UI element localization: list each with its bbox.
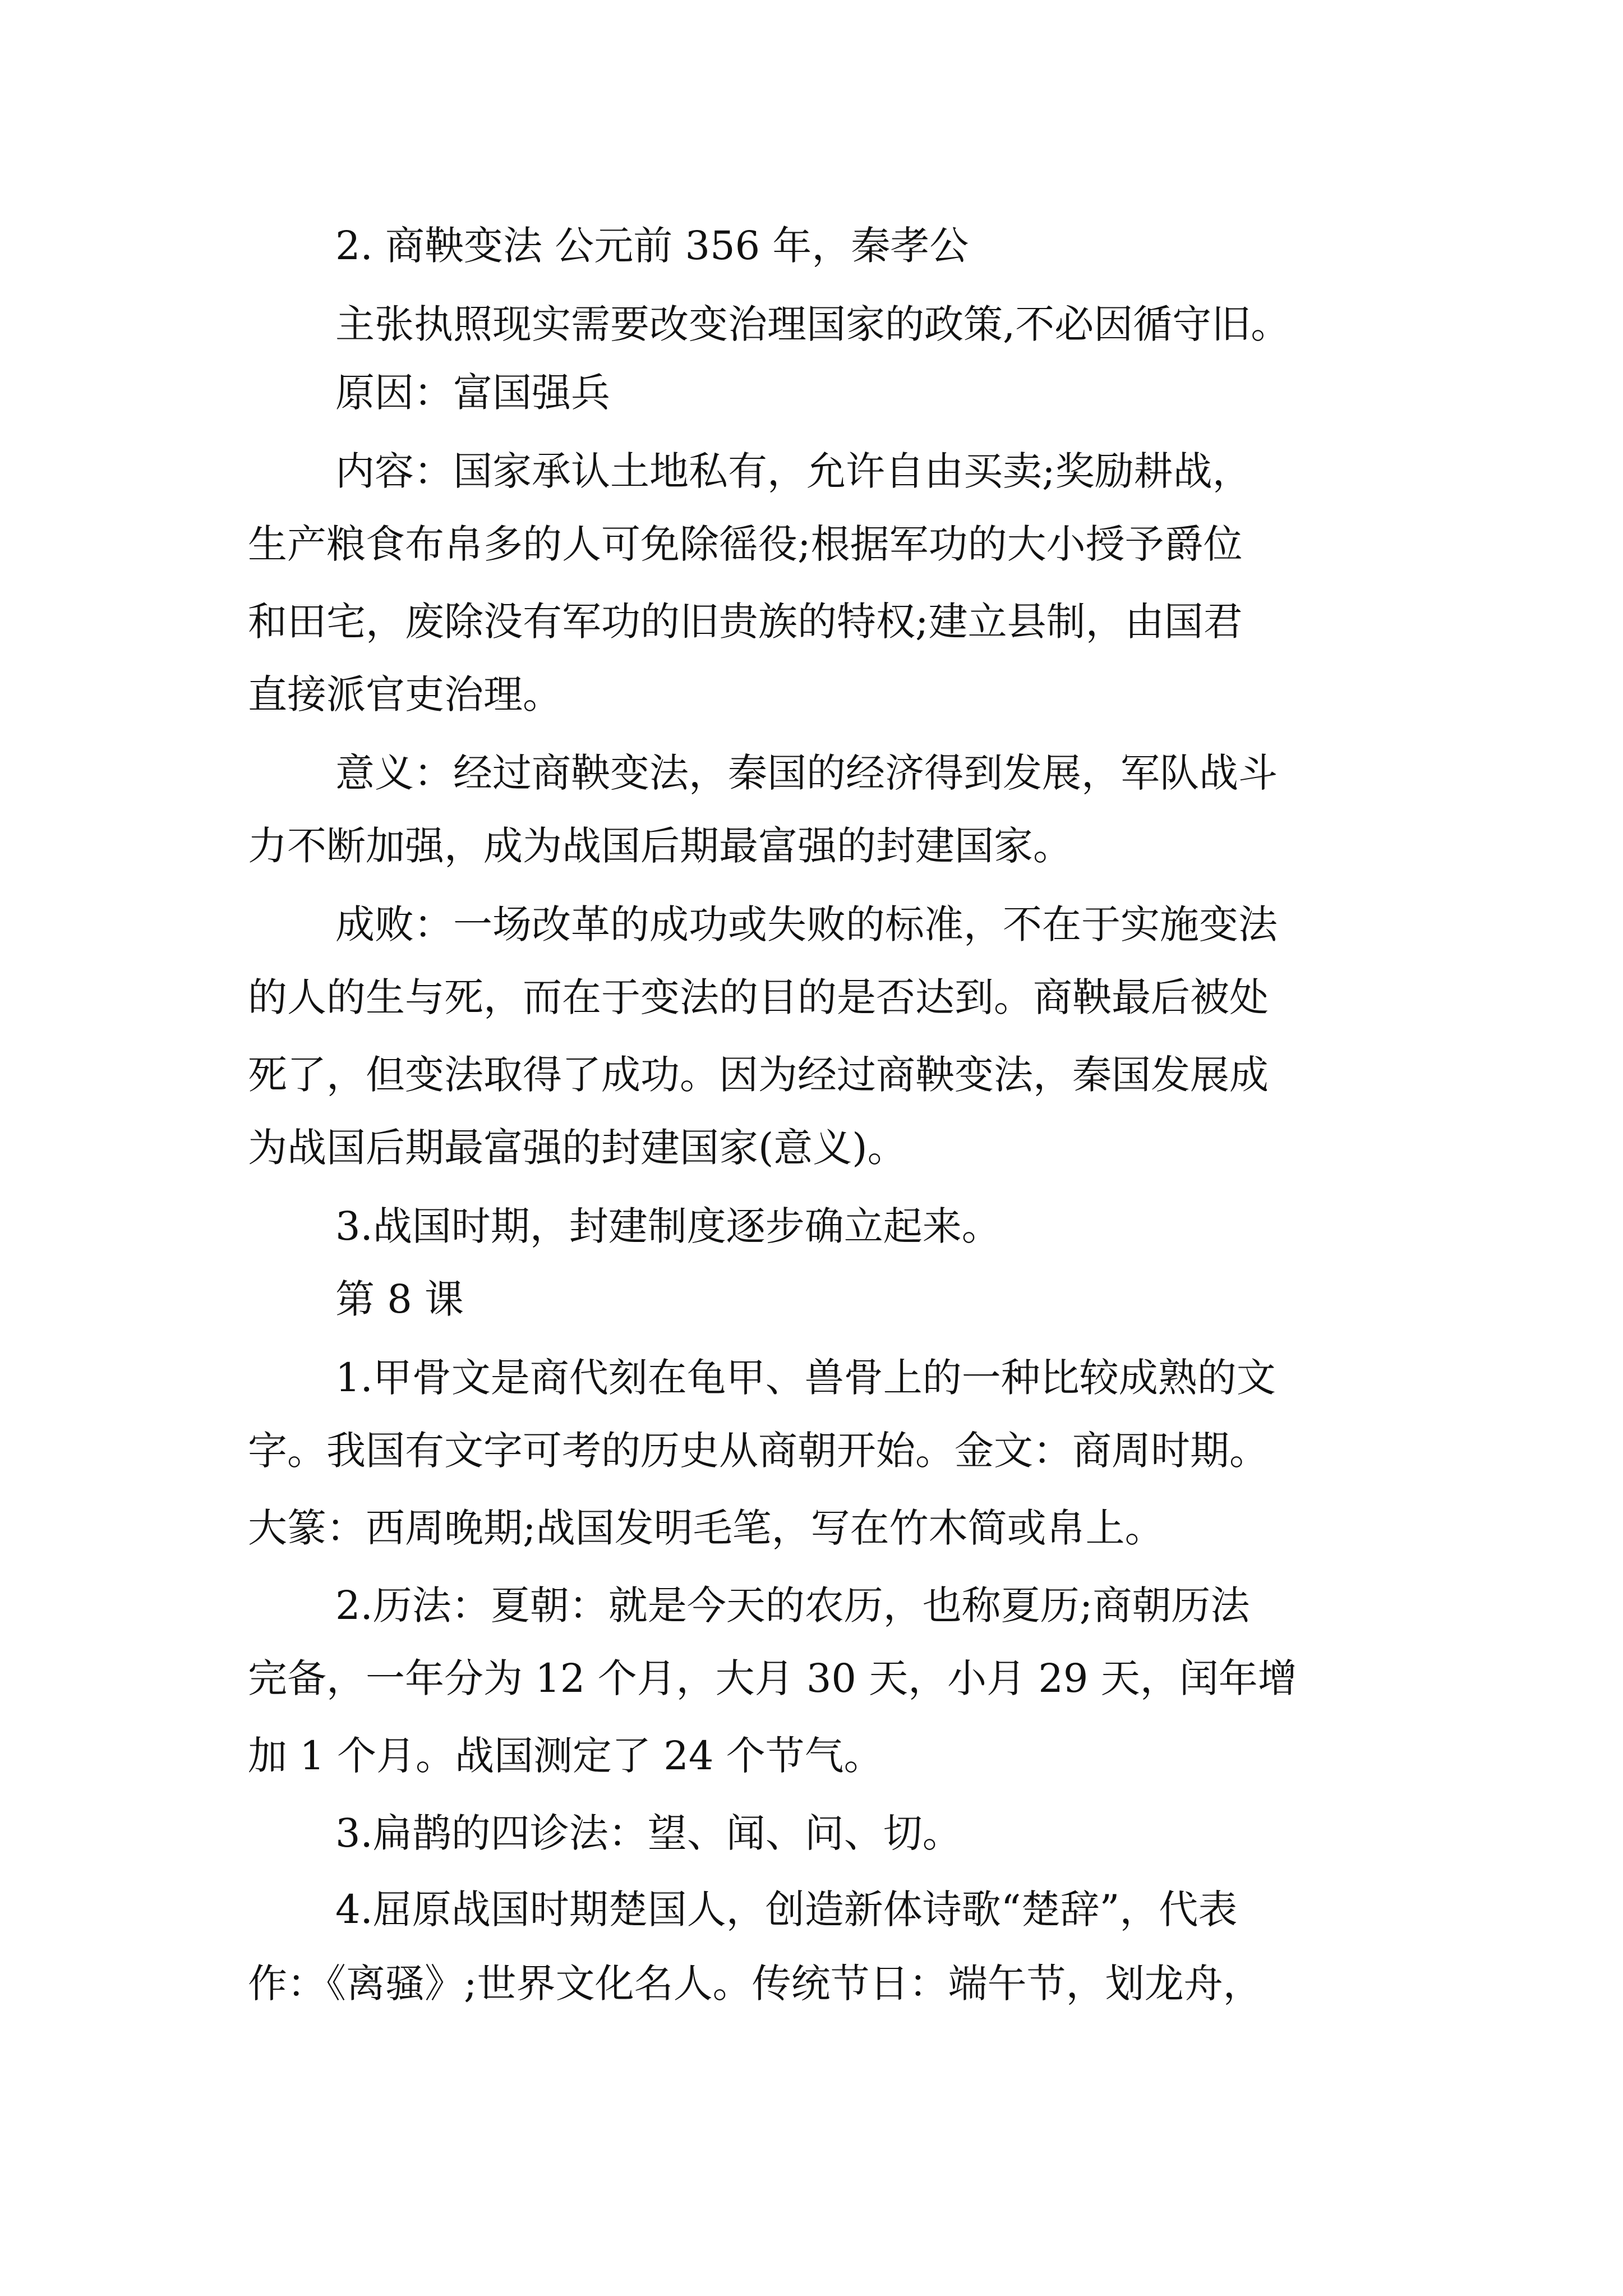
text-line: 4.屈原战国时期楚国人，创造新体诗歌“楚辞”，代表 (335, 1887, 1238, 1932)
text-line: 作：《离骚》;世界文化名人。传统节日：端午节，划龙舟， (248, 1961, 1262, 2007)
text-line: 2.历法：夏朝：就是今天的农历，也称夏历;商朝历法 (335, 1582, 1250, 1628)
text-line: 大篆：西周晚期;战国发明毛笔，写在竹木简或帛上。 (248, 1505, 1164, 1551)
text-line: 意义：经过商鞅变法，秦国的经济得到发展，军队战斗 (335, 750, 1278, 796)
text-line: 2. 商鞅变法 公元前 356 年，秦孝公 (335, 223, 969, 269)
text-line: 直接派官吏治理。 (248, 671, 562, 717)
text-line: 3.扁鹊的四诊法：望、闻、问、切。 (335, 1810, 962, 1856)
text-line: 的人的生与死，而在于变法的目的是否达到。商鞅最后被处 (248, 974, 1269, 1020)
text-line: 3.战国时期，封建制度逐步确立起来。 (335, 1203, 1001, 1249)
text-line: 完备，一年分为 12 个月，大月 30 天，小月 29 天，闰年增 (248, 1655, 1297, 1701)
text-line: 主张执照现实需要改变治理国家的政策,不必因循守旧。 (335, 301, 1290, 347)
text-line: 力不断加强，成为战国后期最富强的封建国家。 (248, 823, 1072, 869)
text-line: 为战国后期最富强的封建国家(意义)。 (248, 1125, 907, 1171)
text-line: 成败：一场改革的成功或失败的标准，不在于实施变法 (335, 901, 1278, 947)
text-line: 死了，但变法取得了成功。因为经过商鞅变法，秦国发展成 (248, 1052, 1269, 1098)
text-line: 生产粮食布帛多的人可免除徭役;根据军功的大小授予爵位 (248, 521, 1243, 567)
text-line: 原因：富国强兵 (335, 370, 610, 416)
text-line: 和田宅，废除没有军功的旧贵族的特权;建立县制，由国君 (248, 599, 1243, 645)
text-line: 内容：国家承认土地私有，允许自由买卖;奖励耕战， (335, 448, 1252, 494)
text-line: 字。我国有文字可考的历史从商朝开始。金文：商周时期。 (248, 1428, 1269, 1474)
text-line: 加 1 个月。战国测定了 24 个节气。 (248, 1733, 883, 1779)
text-line: 1.甲骨文是商代刻在龟甲、兽骨上的一种比较成熟的文 (335, 1355, 1276, 1401)
section-heading: 第 8 课 (335, 1276, 464, 1322)
